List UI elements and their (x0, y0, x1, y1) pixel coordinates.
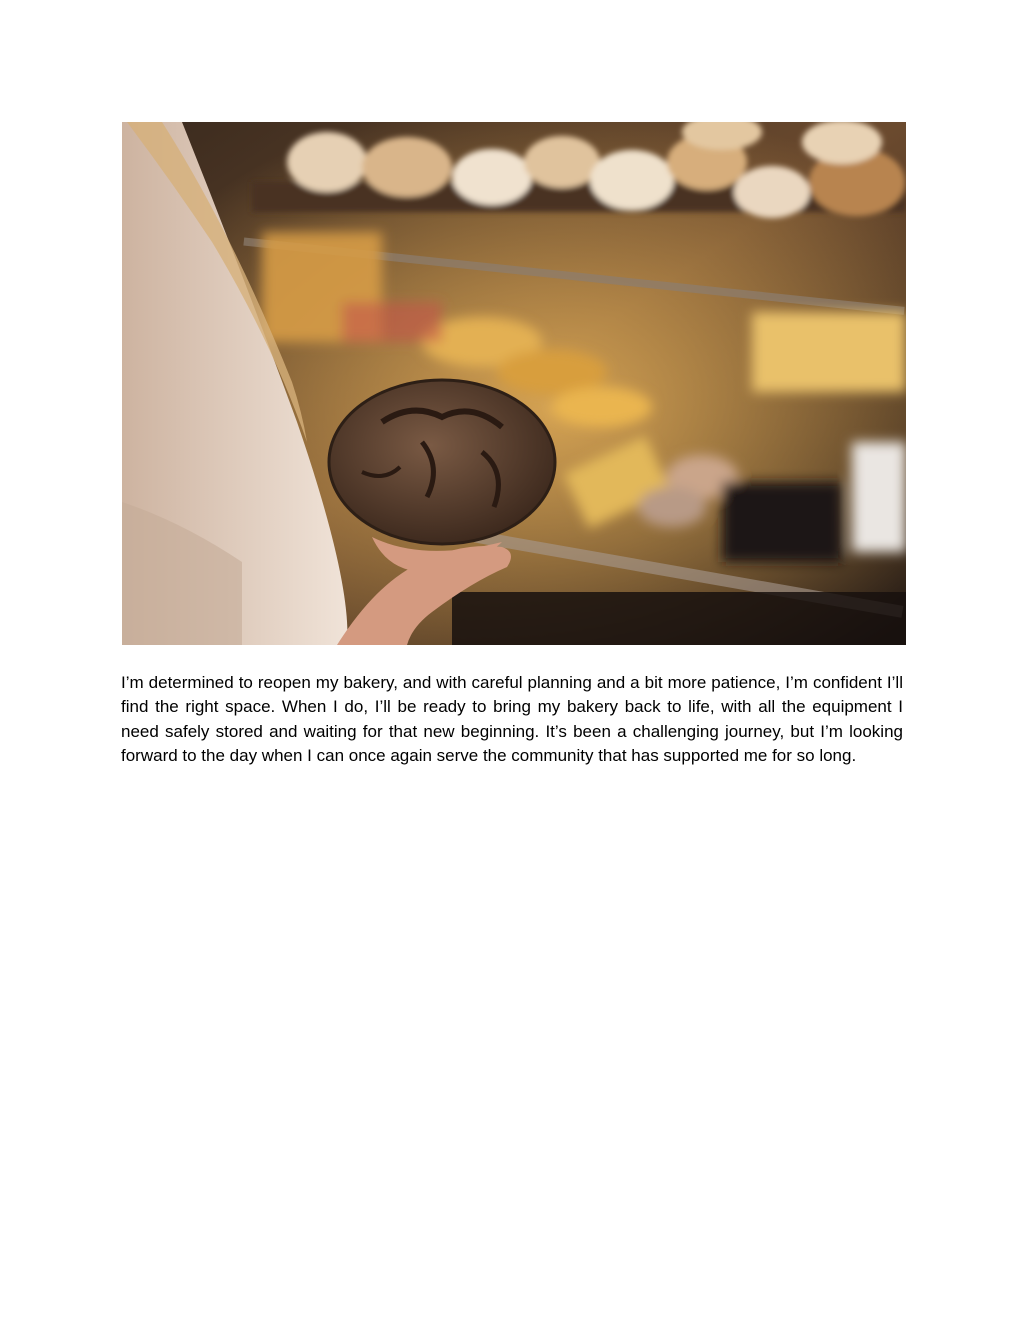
bakery-photo-illustration (122, 122, 906, 645)
bakery-photo (122, 122, 906, 645)
body-paragraph: I’m determined to reopen my bakery, and with careful planning and a bit more patience, I’m confident I’ll find the right space. When I do, I’ll be ready to bring my bakery back to life, with all the equipment I need safely stored and waiting for that new beginning. It’s been a challenging journey, but I’m looking forward to the day when I can once again serve the community that has supported me for so long. (121, 673, 903, 765)
